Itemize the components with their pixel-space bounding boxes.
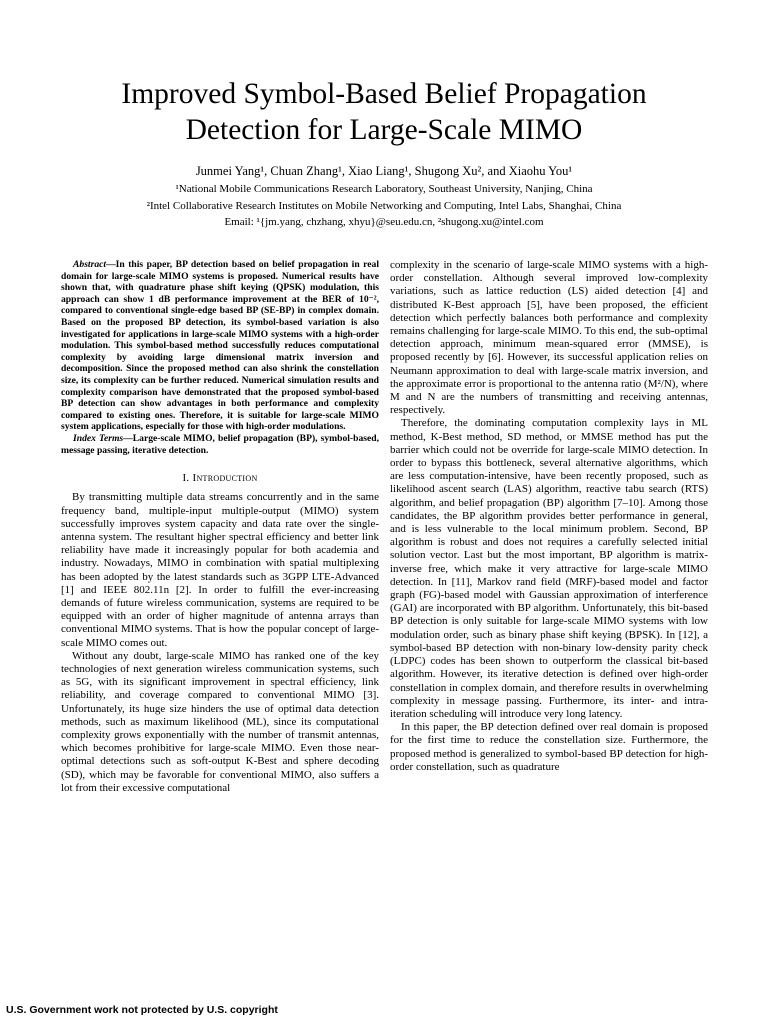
- right-column: [390, 259, 708, 774]
- paper-title: [60, 76, 708, 148]
- title-line-1: Improved Symbol-Based Belief Propagation: [121, 78, 647, 110]
- email-line: Email: ¹{jm.yang, chzhang, xhyu}@seu.edu.cn, ²shugong.xu@intel.com: [224, 216, 544, 228]
- title-line-2: Detection for Large-Scale MIMO: [185, 114, 583, 146]
- index-terms: [61, 433, 379, 456]
- section-number: I.: [182, 472, 193, 485]
- left-column: [61, 259, 379, 795]
- author-list: Junmei Yang¹, Chuan Zhang¹, Xiao Liang¹, Shugong Xu², and Xiaohu You¹: [195, 164, 573, 178]
- index-terms-label: Index Terms: [73, 432, 124, 444]
- copyright-footer: U.S. Government work not protected by U.S. copyright: [6, 1004, 278, 1016]
- section-heading-introduction: [61, 472, 379, 485]
- intro-paragraph-1: By transmitting multiple data streams concurrently and in the same frequency band, multiple-input multiple-output (MIMO) system successfully improves system capacity and data rate over the single-antenna system. The resultant higher spectral efficiency and better link reliability have made it increasingly popular for both academia and industry. Nowadays, MIMO in combination with spatial multiplexing has been adopted by the latest standards such as 3GPP LTE-Advanced [1] and IEEE 802.11n [2]. In order to fulfill the ever-increasing demands of future wireless communication, systems are required to be equipped with an order of higher magnitude of antenna arrays than conventional MIMO systems. That is how the popular concept of large-scale MIMO comes out.: [61, 491, 379, 649]
- abstract-label: Abstract: [73, 259, 107, 270]
- intro-paragraph-4: Therefore, the dominating computation complexity lays in ML method, K-Best method, SD method, or MMSE method has put the barrier which could not be override for large-scale MIMO detection. In order to bypass this bottleneck, several alternative algorithms, which are less computation-intensive, have been recently proposed, such as likelihood ascent search (LAS) algorithm, reactive tabu search (RTS) algorithm, and belief propagation (BP) algorithm [7–10]. Among those candidates, the BP algorithm provides better performance in general, and is less vulnerable to the local minimum problem. Second, BP algorithm is robust and does not requires a carefully selected initial solution vector. Last but the most important, BP algorithm is matrix-inverse free, which make it very attractive for large-scale MIMO detection. In [11], Markov rand field (MRF)-based model and factor graph (FG)-based model with Gaussian approximation of interference (GAI) are incorporated with BP algorithm. Unfortunately, this bit-based BP detection is only suitable for large-scale MIMO systems with low modulation order, such as binary phase shift keying (BPSK). In [12], a symbol-based BP detection with non-binary low-density parity check (LDPC) codes has been shown to outperform the classical bit-based algorithm. However, its iterative detection is defined over high-order constellation in complex domain, and therefore results in overwhelming complexity in message passing. Furthermore, its inter- and intra-iteration scheduling will introduce very long latency.: [390, 417, 708, 720]
- intro-paragraph-5: In this paper, the BP detection defined over real domain is proposed for the first time to reduce the constellation size. Furthermore, the proposed method is generalized to symbol-based BP detection for high-order constellation, such as quadrature: [390, 721, 708, 773]
- abstract-text: —In this paper, BP detection based on belief propagation in real domain for large-scale MIMO systems is proposed. Numerical results have shown that, with quadrature phase shift keying (QPSK) modulation, this approach can show 1 dB performance improvement at the BER of 10⁻², compared to conventional single-edge based BP (SE-BP) in complex domain. Based on the proposed BP detection, its symbol-based variation is also investigated for applications in large-scale MIMO systems with a high-order modulation. This symbol-based method successfully reduces computational complexity by avoiding large dimensional matrix inversion and decomposition. Since the proposed method can also shrink the constellation size, its complexity can be further reduced. Numerical simulation results and complexity comparison have demonstrated that the proposed symbol-based BP detection can show advantages in both performance and complexity compared to existing ones. Therefore, it is suitable for large-scale MIMO system applications, especially for those with high-order modulations.: [61, 259, 379, 433]
- affiliation-2: ²Intel Collaborative Research Institutes on Mobile Networking and Computing, Intel Labs, Shanghai, China: [146, 199, 622, 212]
- intro-paragraph-3: complexity in the scenario of large-scale MIMO systems with a high-order constellation. Although several improved low-complexity variations, such as lattice reduction (LS) aided detection [4] and distributed K-Best approach [5], have been proposed, the efficient detection which perfectly balances both performance and complexity remains challenging for large-scale MIMO. To this end, the sub-optimal detection approach, minimum mean-squared error (MMSE), is proposed recently by [6]. However, its successful application relies on Neumann approximation to deal with large-scale matrix inversion, and the approximate error is proportional to the antenna ratio (M²/N), where M and N are the numbers of transmitting and receiving antennas, respectively.: [390, 259, 708, 417]
- affiliations: [40, 181, 728, 231]
- abstract: [61, 259, 379, 433]
- index-terms-text: —Large-scale MIMO, belief propagation (BP), symbol-based, message passing, iterative detection.: [61, 432, 379, 456]
- affiliation-1: ¹National Mobile Communications Research Laboratory, Southeast University, Nanjing, China: [175, 183, 593, 195]
- intro-paragraph-2: Without any doubt, large-scale MIMO has ranked one of the key technologies of next generation wireless communication systems, such as 5G, with its significant improvement in spectral efficiency, link reliability, and coverage compared to conventional MIMO [3]. Unfortunately, its huge size hinders the use of optimal data detection methods, such as maximum likelihood (ML), since its computational complexity grows exponentially with the number of transmit antennas, which becomes prohibitive for large-scale MIMO. Even those near-optimal detections such as soft-output K-Best and sphere decoding (SD), which may be favorable for conventional MIMO, also suffers a lot from their excessive computational: [61, 649, 379, 794]
- section-title: Introduction: [192, 472, 258, 485]
